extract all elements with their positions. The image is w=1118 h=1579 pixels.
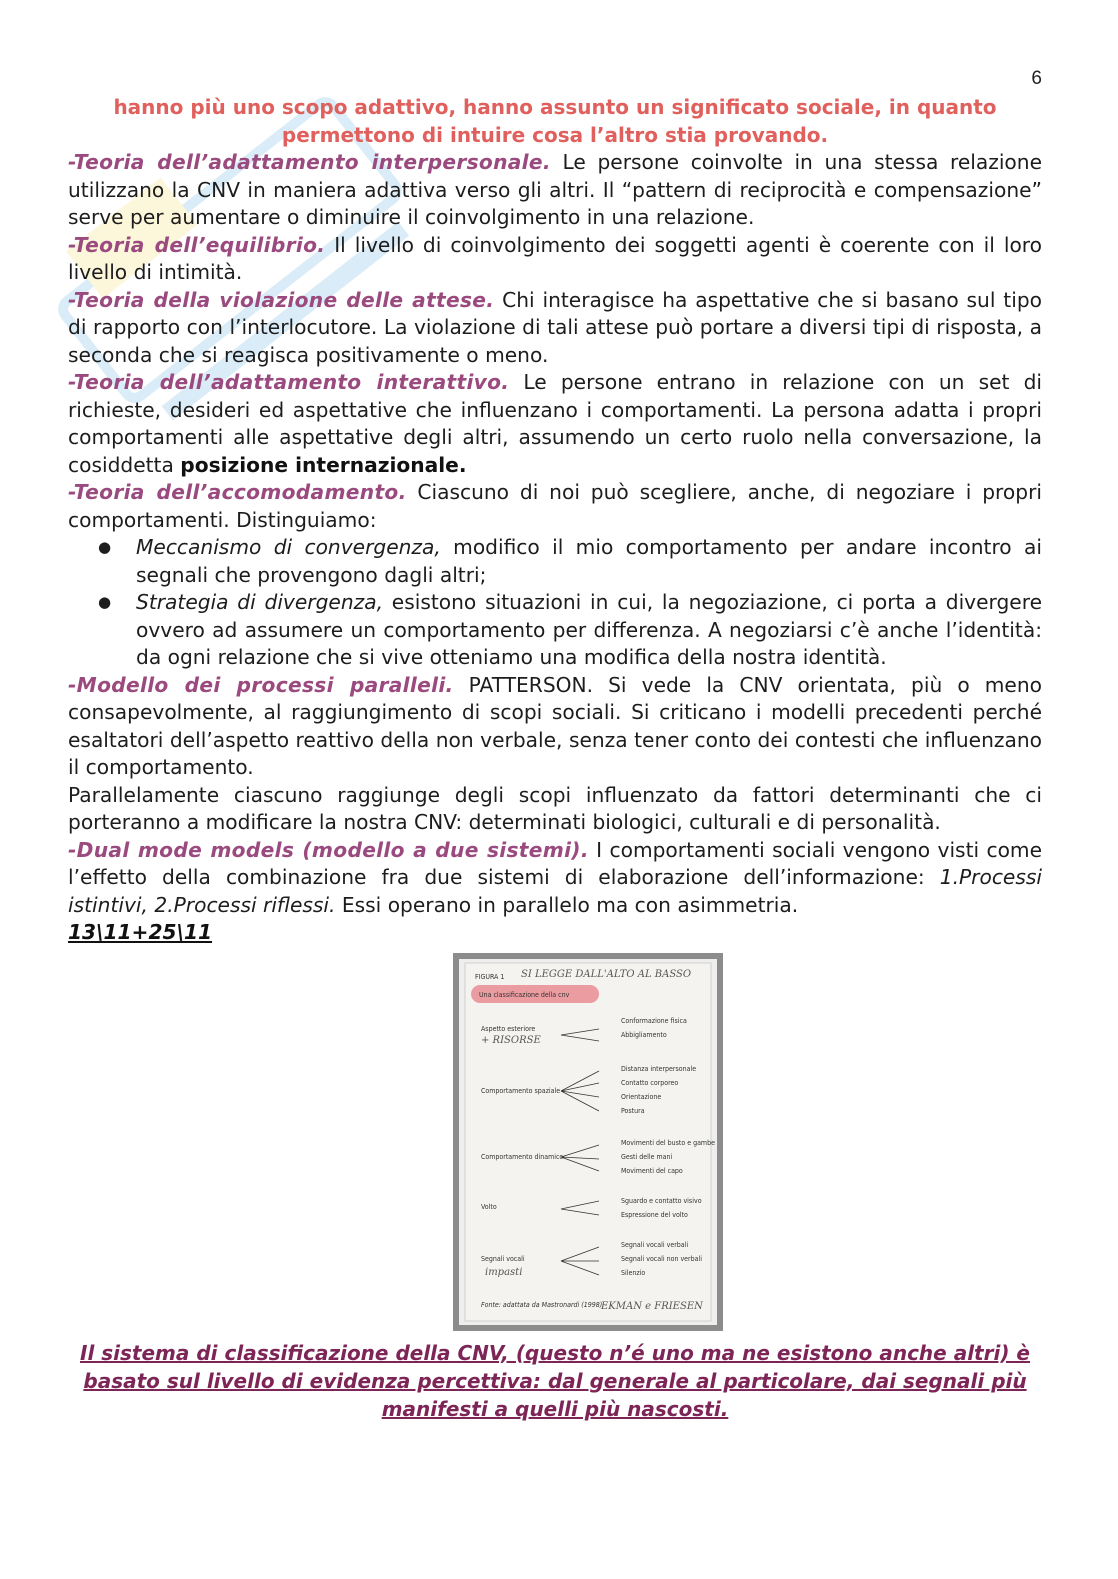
group-item: Gesti delle mani bbox=[621, 1152, 673, 1161]
list-item bbox=[68, 589, 1042, 672]
bullet-term: Strategia di divergenza, bbox=[136, 590, 384, 614]
figure-caption: Il sistema di classificazione della CNV, (questo n’é uno ma ne esistono anche altri) è basato sul livello di evidenza percettiva: dal generale al particolare, dai segnali più manifesti a quelli più nascosti. bbox=[80, 1340, 1030, 1421]
theory-title: -Modello dei processi paralleli. bbox=[68, 672, 454, 697]
section-interactive-adaptation bbox=[68, 369, 1042, 479]
figure-label: FIGURA 1 bbox=[475, 972, 505, 981]
group-item: Contatto corporeo bbox=[621, 1078, 679, 1087]
page-number: 6 bbox=[1031, 68, 1042, 89]
group-item: Orientazione bbox=[621, 1092, 662, 1101]
section-accommodation bbox=[68, 479, 1042, 534]
group-item: Movimenti del capo bbox=[621, 1166, 683, 1175]
paragraph-parallel-goals: Parallelamente ciascuno raggiunge degli scopi influenzato da fattori determinanti che ci porteranno a modificare la nostra CNV: determinati biologici, culturali e di personalità. bbox=[68, 782, 1042, 834]
bullet-text: esistono situazioni in cui, la negoziazione, ci porta a divergere ovvero ad assumere un comportamento per differenza. A negoziarsi c’è anche l’identità: da ogni relazione che si vive otteniamo una modifica della nostra identità. bbox=[136, 590, 1042, 669]
handnote-top: SI LEGGE DALL'ALTO AL BASSO bbox=[521, 968, 692, 980]
group-name: Segnali vocali bbox=[481, 1254, 525, 1263]
group-item: Sguardo e contatto visivo bbox=[621, 1196, 702, 1205]
theory-text: PATTERSON. Si vede la CNV orientata, più o meno consapevolmente, al raggiungimento di scopi sociali. Si criticano i modelli precedenti perché esaltatori dell’aspetto reattivo della non verbale, senza tener conto dei contesti che influenzano il comportamento. bbox=[68, 672, 1042, 779]
group-item: Espressione del volto bbox=[621, 1210, 688, 1219]
group-name: Comportamento spaziale bbox=[481, 1086, 561, 1095]
handnote-bottom: EKMAN e FRIESEN bbox=[601, 1300, 703, 1312]
list-item bbox=[68, 534, 1042, 589]
theory-text: Le persone coinvolte in una stessa relazione utilizzano la CNV in maniera adattiva verso gli altri. Il “pattern di reciprocità e compensazione” serve per aumentare o diminuire il coinvolgimento in una relazione. bbox=[68, 150, 1042, 229]
group-item: Silenzio bbox=[621, 1268, 646, 1277]
theory-text: Le persone entrano in relazione con un set di richieste, desideri ed aspettative che influenzano i comportamenti. La persona adatta i propri comportamenti alle aspettative degli altri, assumendo un certo ruolo nella conversazione, la cosiddetta bbox=[68, 370, 1042, 477]
theory-title: -Teoria dell’adattamento interattivo. bbox=[68, 370, 510, 394]
theory-title: -Teoria dell’equilibrio. bbox=[68, 232, 326, 257]
bullet-term: Meccanismo di convergenza, bbox=[136, 535, 441, 559]
group-item: Movimenti del busto e gambe bbox=[621, 1138, 715, 1147]
group-item: Distanza interpersonale bbox=[621, 1064, 697, 1073]
bullet-text: modifico il mio comportamento per andare incontro ai segnali che provengono dagli altri; bbox=[136, 535, 1042, 587]
theory-text-end: Essi operano in parallelo ma con asimmetria. bbox=[335, 892, 799, 917]
bullet-list bbox=[68, 534, 1042, 672]
group-item: Postura bbox=[621, 1106, 645, 1115]
theory-title: -Teoria dell’accomodamento. bbox=[68, 480, 407, 504]
intro-highlight: hanno più uno scopo adattivo, hanno assunto un significato sociale, in quanto permettono di intuire cosa l’altro stia provando. bbox=[113, 95, 997, 147]
group-name: Aspetto esteriore bbox=[481, 1024, 536, 1033]
lesson-date: 13\11+25\11 bbox=[68, 920, 213, 944]
theory-title: -Dual mode models (modello a due sistemi). bbox=[68, 837, 589, 862]
group-note: + RISORSE bbox=[481, 1034, 541, 1046]
figure-container bbox=[68, 953, 1042, 1333]
figure-photo bbox=[453, 953, 723, 1331]
theory-text: Ciascuno di noi può scegliere, anche, di negoziare i propri comportamenti. Distinguiamo: bbox=[68, 480, 1042, 532]
group-item: Conformazione fisica bbox=[621, 1016, 687, 1025]
section-expectancy-violation bbox=[68, 287, 1042, 370]
document-body bbox=[68, 94, 1042, 1423]
section-parallel-processes bbox=[68, 672, 1042, 782]
group-name: Volto bbox=[481, 1202, 497, 1211]
classification-diagram bbox=[459, 959, 717, 1325]
theory-text: Chi interagisce ha aspettative che si basano sul tipo di rapporto con l’interlocutore. La violazione di tali attese può portare a diversi tipi di risposta, a seconda che si reagisca positivamente o meno. bbox=[68, 287, 1042, 367]
figure-source: Fonte: adattata da Mastronardi (1998). bbox=[481, 1300, 605, 1309]
group-item: Abbigliamento bbox=[621, 1030, 667, 1039]
theory-text: Il livello di coinvolgimento dei soggetti agenti è coerente con il loro livello di intimità. bbox=[68, 232, 1043, 284]
section-interpersonal-adaptation bbox=[68, 149, 1042, 232]
processes-list: 1.Processi istintivi, 2.Processi riflessi. bbox=[68, 865, 1042, 917]
group-item: Segnali vocali verbali bbox=[621, 1240, 689, 1249]
group-note: impasti bbox=[485, 1266, 523, 1278]
section-dual-mode bbox=[68, 837, 1042, 920]
group-name: Comportamento dinamico bbox=[481, 1152, 564, 1161]
group-item: Segnali vocali non verbali bbox=[621, 1254, 703, 1263]
section-equilibrium bbox=[68, 232, 1042, 287]
theory-text: I comportamenti sociali vengono visti come l’effetto della combinazione fra due sistemi di elaborazione dell’informazione: bbox=[68, 837, 1043, 889]
theory-title: -Teoria della violazione delle attese. bbox=[68, 287, 495, 312]
bold-term: posizione internazionale. bbox=[180, 452, 467, 477]
figure-title: Una classificazione della cnv bbox=[479, 990, 570, 999]
theory-title: -Teoria dell’adattamento interpersonale. bbox=[68, 150, 551, 174]
